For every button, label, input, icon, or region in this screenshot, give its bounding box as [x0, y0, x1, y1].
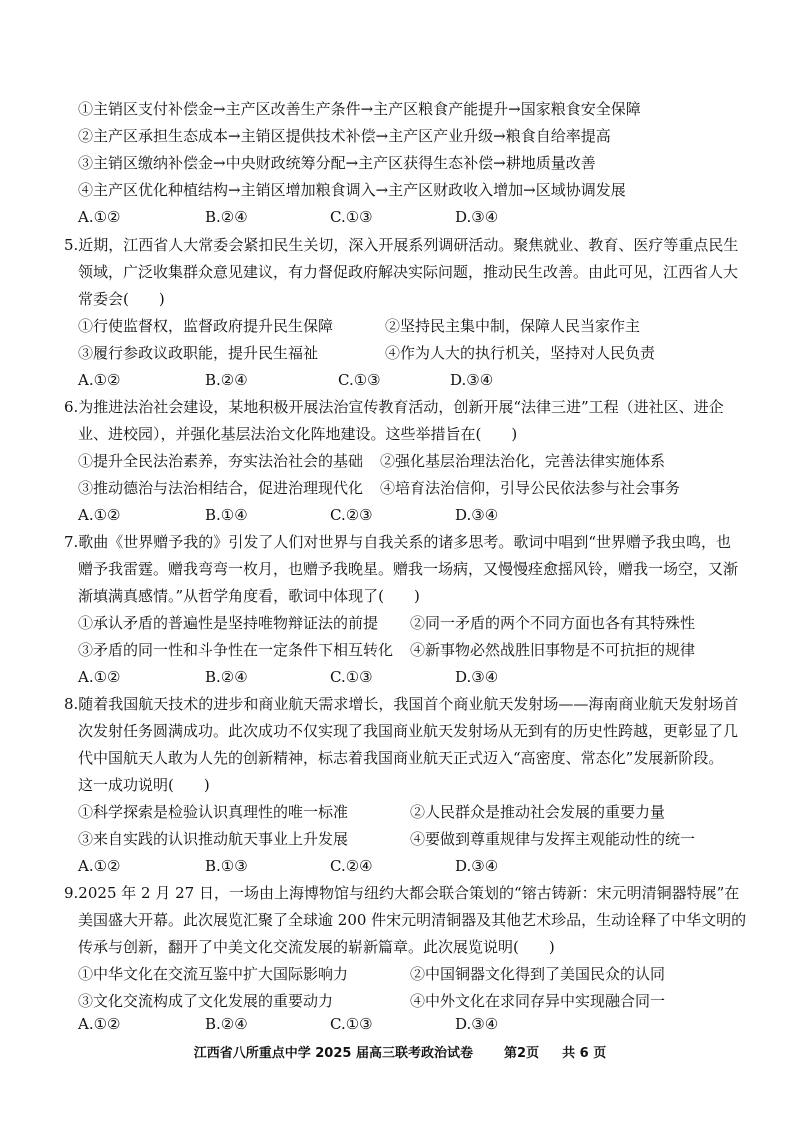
q8-answer-a: A.①②	[78, 857, 121, 875]
q9-option-2: ②中国铜器文化得到了美国民众的认同	[410, 965, 666, 983]
q6-answer-d: D.③④	[455, 506, 499, 524]
q9-option-3: ③文化交流构成了文化发展的重要动力	[78, 992, 334, 1010]
q9-answer-c: C.①③	[330, 1015, 373, 1033]
exam-footer	[0, 1042, 800, 1061]
q6-answer-c: C.②③	[330, 506, 373, 524]
q4-choice-1: ①主销区支付补偿金→主产区改善生产条件→主产区粮食产能提升→国家粮食安全保障	[78, 100, 641, 118]
q5-stem-line-2: 领域，广泛收集群众意见建议，有力督促政府解决实际问题，推动民生改善。由此可见，江西省人大	[78, 263, 739, 281]
q6-option-4: ④培育法治信仰，引导公民依法参与社会事务	[380, 479, 681, 497]
q8-answer-c: C.②④	[330, 857, 373, 875]
q5-option-4: ④作为人大的执行机关，坚持对人民负责	[385, 344, 656, 362]
q4-answer-b: B.②④	[205, 208, 248, 226]
q9-option-4: ④中外文化在求同存异中实现融合同一	[410, 992, 666, 1010]
q9-stem-line-3: 传承与创新，翻开了中美文化交流发展的崭新篇章。此次展览说明( )	[78, 938, 555, 956]
q4-answer-c: C.①③	[330, 208, 373, 226]
q9-answer-a: A.①②	[78, 1015, 121, 1033]
q7-answer-d: D.③④	[455, 668, 499, 686]
footer-exam-title: 江西省八所重点中学 2025 届高三联考政治试卷	[193, 1046, 473, 1061]
q8-option-4: ④要做到尊重规律与发挥主观能动性的统一	[410, 830, 696, 848]
q5-answer-a: A.①②	[78, 371, 121, 389]
q5-stem-line-1: 5.近期，江西省人大常委会紧扣民生关切，深入开展系列调研活动。聚焦就业、教育、医疗等重点民生	[64, 236, 739, 254]
q6-answer-a: A.①②	[78, 506, 121, 524]
q6-answer-b: B.①④	[205, 506, 248, 524]
footer-total-pages: 共 6 页	[562, 1046, 607, 1061]
q7-option-1: ①承认矛盾的普遍性是坚持唯物辩证法的前提	[78, 614, 379, 632]
q9-answer-b: B.②④	[205, 1015, 248, 1033]
q7-option-4: ④新事物必然战胜旧事物是不可抗拒的规律	[410, 641, 696, 659]
q9-option-1: ①中华文化在交流互鉴中扩大国际影响力	[78, 965, 349, 983]
q6-option-2: ②强化基层治理法治化，完善法律实施体系	[380, 452, 666, 470]
q8-answer-d: D.③④	[455, 857, 499, 875]
q5-option-1: ①行使监督权，监督政府提升民生保障	[78, 317, 334, 335]
footer-page-number: 第2页	[504, 1046, 540, 1061]
q7-stem-line-1: 7.歌曲《世界赠予我的》引发了人们对世界与自我关系的诸多思考。歌词中唱到“世界赠予我虫鸣，也	[64, 533, 731, 551]
q8-option-1: ①科学探索是检验认识真理性的唯一标准	[78, 803, 349, 821]
q4-answer-d: D.③④	[455, 208, 499, 226]
q5-option-2: ②坚持民主集中制，保障人民当家作主	[385, 317, 641, 335]
q5-answer-c: C.①③	[338, 371, 381, 389]
q6-option-1: ①提升全民法治素养，夯实法治社会的基础	[78, 452, 364, 470]
q5-stem-line-3: 常委会( )	[78, 290, 165, 308]
q5-answer-b: B.②④	[205, 371, 248, 389]
q4-choice-3: ③主销区缴纳补偿金→中央财政统筹分配→主产区获得生态补偿→耕地质量改善	[78, 154, 596, 172]
q8-stem-line-3: 代中国航天人敢为人先的创新精神，标志着我国商业航天正式迈入“高密度、常态化”发展新阶段。	[78, 749, 724, 767]
q7-option-3: ③矛盾的同一性和斗争性在一定条件下相互转化	[78, 641, 394, 659]
q6-stem-line-1: 6.为推进法治社会建设，某地积极开展法治宣传教育活动，创新开展“法律三进”工程（进社区、进企	[64, 398, 724, 416]
q7-stem-line-3: 渐填满真感情。”从哲学角度看，歌词中体现了( )	[78, 587, 420, 605]
q8-stem-line-1: 8.随着我国航天技术的进步和商业航天需求增长，我国首个商业航天发射场——海南商业航天发射场首	[64, 695, 739, 713]
q7-answer-a: A.①②	[78, 668, 121, 686]
q9-stem-line-2: 美国盛大开幕。此次展览汇聚了全球逾 200 件宋元明清铜器及其他艺术珍品，生动诠释了中华文明的	[78, 911, 747, 929]
q6-stem-line-2: 业、进校园），并强化基层法治文化阵地建设。这些举措旨在( )	[78, 425, 518, 443]
q9-stem-line-1: 9.2025 年 2 月 27 日，一场由上海博物馆与纽约大都会联合策划的“镕古铸新：宋元明清铜器特展”在	[64, 884, 740, 902]
q7-answer-c: C.①③	[330, 668, 373, 686]
q6-option-3: ③推动德治与法治相结合，促进治理现代化	[78, 479, 364, 497]
q9-answer-d: D.③④	[455, 1015, 499, 1033]
q8-stem-line-4: 这一成功说明( )	[78, 776, 210, 794]
q8-option-2: ②人民群众是推动社会发展的重要力量	[410, 803, 666, 821]
q4-answer-a: A.①②	[78, 208, 121, 226]
q4-choice-2: ②主产区承担生态成本→主销区提供技术补偿→主产区产业升级→粮食自给率提高	[78, 127, 611, 145]
q7-stem-line-2: 赠予我雷霆。赠我弯弯一枚月，也赠予我晚星。赠我一场病，又慢慢痊愈摇风铃，赠我一场空，又渐	[78, 560, 739, 578]
q7-option-2: ②同一矛盾的两个不同方面也各有其特殊性	[410, 614, 696, 632]
q8-answer-b: B.①③	[205, 857, 248, 875]
q5-option-3: ③履行参政议政职能，提升民生福祉	[78, 344, 319, 362]
q4-choice-4: ④主产区优化种植结构→主销区增加粮食调入→主产区财政收入增加→区域协调发展	[78, 181, 626, 199]
q8-option-3: ③来自实践的认识推动航天事业上升发展	[78, 830, 349, 848]
q7-answer-b: B.②④	[205, 668, 248, 686]
q8-stem-line-2: 次发射任务圆满成功。此次成功不仅实现了我国商业航天发射场从无到有的历史性跨越，更彰显了几	[78, 722, 739, 740]
q5-answer-d: D.③④	[450, 371, 494, 389]
